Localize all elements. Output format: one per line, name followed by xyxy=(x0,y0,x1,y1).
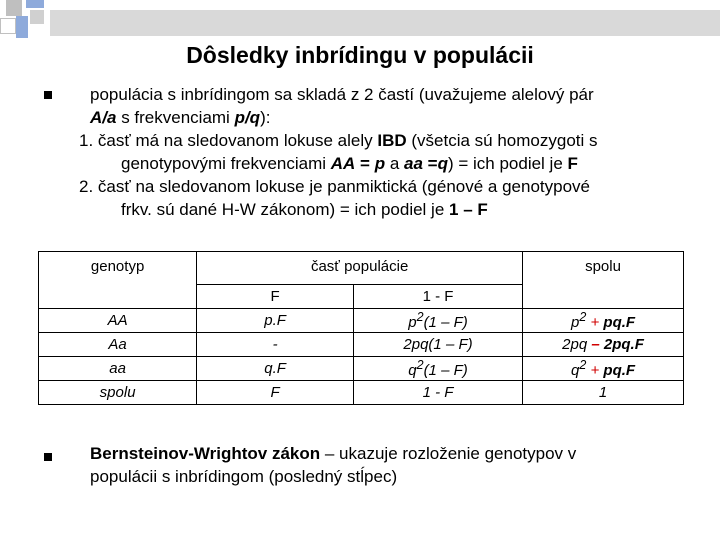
table-header-row xyxy=(39,252,684,285)
genotype-table xyxy=(38,251,684,405)
subheader-empty xyxy=(39,285,197,309)
cell-1-minus-F: 2pq(1 – F) xyxy=(353,333,522,357)
cell-genotype: spolu xyxy=(39,381,197,405)
cell-genotype: AA xyxy=(39,309,197,333)
table-row xyxy=(39,357,684,381)
header-genotype: genotyp xyxy=(39,252,197,285)
bullet-1-line-3: 1. časť má na sledovanom lokuse alely IBD (všetcia sú homozygoti s xyxy=(79,131,598,150)
cell-total: $q^2 + pq.F$ xyxy=(523,357,684,381)
cell-F: - xyxy=(197,333,354,357)
cell-genotype: Aa xyxy=(39,333,197,357)
bullet-marker-2 xyxy=(44,453,52,461)
decor-square-blue-1 xyxy=(26,0,44,8)
cell-total: 2pq – 2pq.F xyxy=(523,333,684,357)
cell-1-minus-F: $p^2(1 - F)$ xyxy=(353,309,522,333)
bullet-1-line-2: A/a s frekvenciami p/q): xyxy=(90,108,271,127)
decor-square-gray xyxy=(6,0,22,16)
bullet-2-text xyxy=(90,442,710,488)
header-population-part: časť populácie xyxy=(197,252,523,285)
bullet-1-line-6: frkv. sú dané H-W zákonom) = ich podiel je 1 – F xyxy=(121,200,488,219)
cell-F: q.F xyxy=(197,357,354,381)
decor-square-white-outline xyxy=(0,18,16,34)
bullet-1-text xyxy=(60,83,710,221)
bullet-1-line-4: genotypovými frekvenciami AA = p a aa =q) = ich podiel je F xyxy=(121,154,578,173)
bullet-marker-1 xyxy=(44,91,52,99)
subheader-F: F xyxy=(197,285,354,309)
table-row-total xyxy=(39,381,684,405)
decor-square-gray-2 xyxy=(30,10,44,24)
bullet-1-line-5: 2. časť na sledovanom lokuse je panmiktická (génové a genotypové xyxy=(79,177,591,196)
cell-F: p.F xyxy=(197,309,354,333)
bullet-2-line-1: Bernsteinov-Wrightov zákon – ukazuje rozloženie genotypov v xyxy=(90,444,577,463)
bullet-1-line-1: populácia s inbrídingom sa skladá z 2 častí (uvažujeme alelový pár xyxy=(90,85,594,104)
slide-title: Dôsledky inbrídingu v populácii xyxy=(186,42,534,68)
table-subheader-row xyxy=(39,285,684,309)
cell-1-minus-F: 1 - F xyxy=(353,381,522,405)
cell-1-minus-F: $q^2(1 - F)$ xyxy=(353,357,522,381)
subheader-total-empty xyxy=(523,285,684,309)
cell-total: $p^2 + pq.F$ xyxy=(523,309,684,333)
table-row xyxy=(39,309,684,333)
bullet-2-line-2: populácii s inbrídingom (posledný stĺpec) xyxy=(90,467,398,486)
header-total: spolu xyxy=(523,252,684,285)
cell-genotype: aa xyxy=(39,357,197,381)
cell-total: 1 xyxy=(523,381,684,405)
subheader-1-minus-F: 1 - F xyxy=(353,285,522,309)
cell-F: F xyxy=(197,381,354,405)
decor-square-blue-2 xyxy=(16,16,28,38)
title-bar-decoration xyxy=(50,10,720,36)
table-row xyxy=(39,333,684,357)
